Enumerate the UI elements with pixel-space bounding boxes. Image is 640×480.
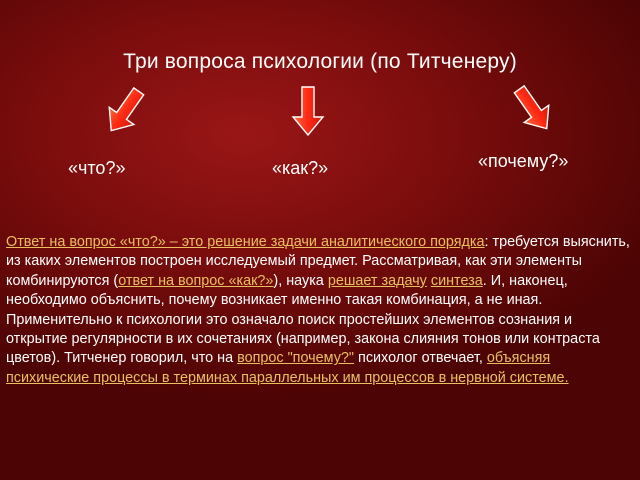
link-solves-task[interactable]: решает задачу bbox=[327, 272, 427, 289]
arrow-down-icon bbox=[505, 79, 562, 139]
link-answer-what[interactable]: Ответ на вопрос «что?» – это решение задачи аналитического порядка bbox=[6, 234, 485, 250]
question-what: «что?» bbox=[68, 158, 126, 178]
link-explaining-processes[interactable]: объясняя психические процессы в терминах параллельных им процессов в нервной системе. bbox=[6, 350, 569, 386]
paragraph-text: . И, наконец, необходимо объяснить, почему возникает именно такая комбинация, а не иная. Применительно к психологии это означало поиск простейших элементов сознания и открытие регулярности в их сочетаниях (например, закона слияния тонов или контраста цветов). Титченер говорил, что на bbox=[6, 272, 600, 367]
slide-title: Три вопроса психологии (по Титченеру) bbox=[123, 50, 517, 73]
slide-paragraph bbox=[6, 233, 636, 388]
paragraph-text: психолог отвечает, bbox=[354, 350, 487, 367]
link-synthesis[interactable]: синтеза bbox=[430, 272, 483, 289]
arrow-down-icon bbox=[97, 81, 154, 141]
paragraph-text: ), наука bbox=[273, 272, 328, 289]
paragraph-text: : требуется выяснить, из каких элементов построен исследуемый предмет. Рассматривая, как эти элементы комбинируются ( bbox=[6, 234, 630, 289]
link-question-why[interactable]: вопрос "почему?" bbox=[237, 350, 355, 367]
arrow-down-icon bbox=[291, 86, 325, 136]
link-answer-how[interactable]: ответ на вопрос «как?» bbox=[118, 272, 274, 289]
question-why: «почему?» bbox=[478, 151, 569, 171]
question-how: «как?» bbox=[272, 158, 329, 178]
